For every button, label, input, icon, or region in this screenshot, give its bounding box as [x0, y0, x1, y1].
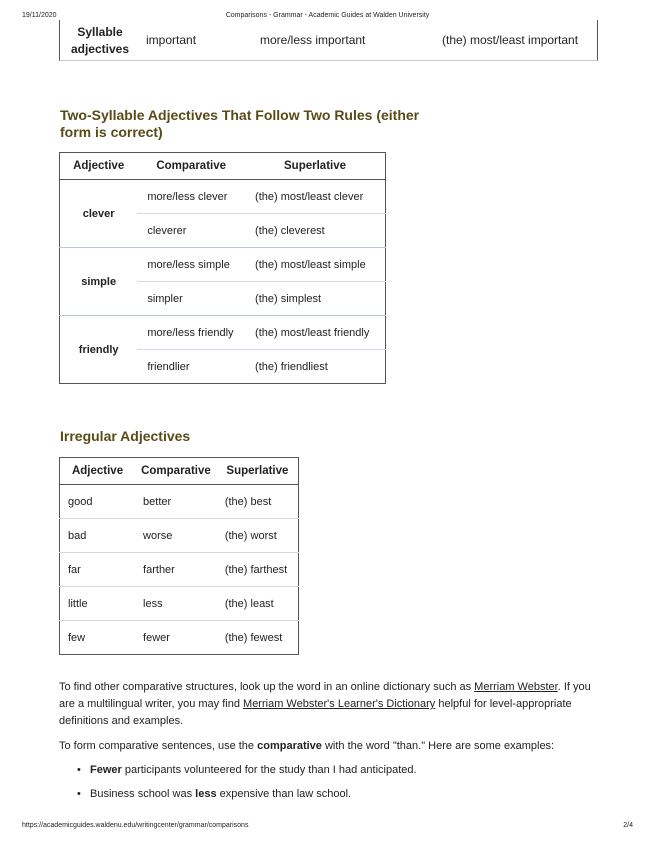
- two-syllable-heading: Two-Syllable Adjectives That Follow Two Rules (either form is correct): [60, 107, 420, 140]
- adjective-cell: clever: [60, 180, 138, 248]
- previous-table-row: [59, 20, 598, 61]
- col-header-adjective: Adjective: [60, 153, 138, 180]
- table-row: [60, 180, 386, 214]
- comparative-sentences-paragraph: [59, 738, 599, 755]
- bullet-icon: •: [77, 764, 81, 776]
- table-row: [60, 485, 299, 519]
- table-row: [60, 316, 386, 350]
- two-syllable-table: [59, 152, 386, 384]
- example-text: Business school was: [90, 788, 196, 800]
- table-row: [60, 621, 299, 655]
- para-text: To form comparative sentences, use the: [59, 740, 258, 752]
- adjective-cell: friendly: [60, 316, 138, 384]
- adjective-cell: far: [60, 553, 136, 587]
- col-header-adjective: Adjective: [60, 458, 136, 485]
- row-cell-superlative: (the) most/least important: [442, 33, 579, 47]
- comparative-cell: farther: [135, 553, 217, 587]
- comparative-cell: friendlier: [137, 350, 245, 384]
- superlative-cell: (the) simplest: [245, 282, 385, 316]
- para-bold: comparative: [257, 740, 322, 752]
- comparative-cell: more/less simple: [137, 248, 245, 282]
- comparative-cell: cleverer: [137, 214, 245, 248]
- para-text: . If you are a multilingual writer, you may find: [59, 681, 591, 710]
- table-row: [60, 553, 299, 587]
- irregular-heading: Irregular Adjectives: [60, 428, 191, 444]
- col-header-comparative: Comparative: [137, 153, 245, 180]
- learners-dictionary-link[interactable]: Merriam Webster's Learner's Dictionary: [243, 698, 436, 710]
- print-url: https://academicguides.waldenu.edu/writingcenter/grammar/comparisons: [22, 822, 249, 829]
- superlative-cell: (the) fewest: [217, 621, 299, 655]
- comparative-cell: worse: [135, 519, 217, 553]
- bullet-icon: •: [77, 788, 81, 800]
- example-bold: less: [195, 788, 217, 800]
- example-text: expensive than law school.: [216, 788, 352, 800]
- table-row: [60, 587, 299, 621]
- print-date: 19/11/2020: [22, 12, 57, 19]
- row-label: Syllable adjectives: [70, 25, 130, 56]
- adjective-cell: good: [60, 485, 136, 519]
- comparative-cell: better: [135, 485, 217, 519]
- col-header-superlative: Superlative: [245, 153, 385, 180]
- example-bold: Fewer: [90, 764, 122, 776]
- print-footer: [22, 822, 633, 834]
- example-text: participants volunteered for the study than I had anticipated.: [121, 764, 417, 776]
- superlative-cell: (the) most/least friendly: [245, 316, 385, 350]
- comparative-cell: simpler: [137, 282, 245, 316]
- table-row: [60, 248, 386, 282]
- row-cell-comparative: more/less important: [260, 33, 366, 47]
- adjective-cell: simple: [60, 248, 138, 316]
- comparative-cell: less: [135, 587, 217, 621]
- list-item: [59, 762, 599, 786]
- page-number: 2/4: [623, 822, 633, 829]
- merriam-webster-link[interactable]: Merriam Webster: [474, 681, 558, 693]
- comparative-cell: fewer: [135, 621, 217, 655]
- print-doc-title: Comparisons - Grammar - Academic Guides at Walden University: [225, 12, 430, 19]
- superlative-cell: (the) farthest: [217, 553, 299, 587]
- col-header-superlative: Superlative: [217, 458, 299, 485]
- superlative-cell: (the) friendliest: [245, 350, 385, 384]
- adjective-cell: bad: [60, 519, 136, 553]
- print-header: [22, 6, 633, 20]
- col-header-comparative: Comparative: [135, 458, 217, 485]
- superlative-cell: (the) least: [217, 587, 299, 621]
- list-item: [59, 786, 599, 810]
- comparative-cell: more/less friendly: [137, 316, 245, 350]
- row-cell-base: important: [146, 33, 197, 47]
- superlative-cell: (the) most/least simple: [245, 248, 385, 282]
- adjective-cell: little: [60, 587, 136, 621]
- dictionary-paragraph: [59, 679, 599, 730]
- superlative-cell: (the) worst: [217, 519, 299, 553]
- adjective-cell: few: [60, 621, 136, 655]
- superlative-cell: (the) cleverest: [245, 214, 385, 248]
- para-text: with the word "than." Here are some examples:: [321, 740, 555, 752]
- para-text: helpful for level-appropriate definitions and examples.: [59, 698, 572, 727]
- examples-list: [59, 762, 599, 810]
- irregular-table: [59, 457, 299, 655]
- comparative-cell: more/less clever: [137, 180, 245, 214]
- table-row: [60, 519, 299, 553]
- superlative-cell: (the) most/least clever: [245, 180, 385, 214]
- superlative-cell: (the) best: [217, 485, 299, 519]
- para-text: To find other comparative structures, look up the word in an online dictionary such as: [59, 681, 475, 693]
